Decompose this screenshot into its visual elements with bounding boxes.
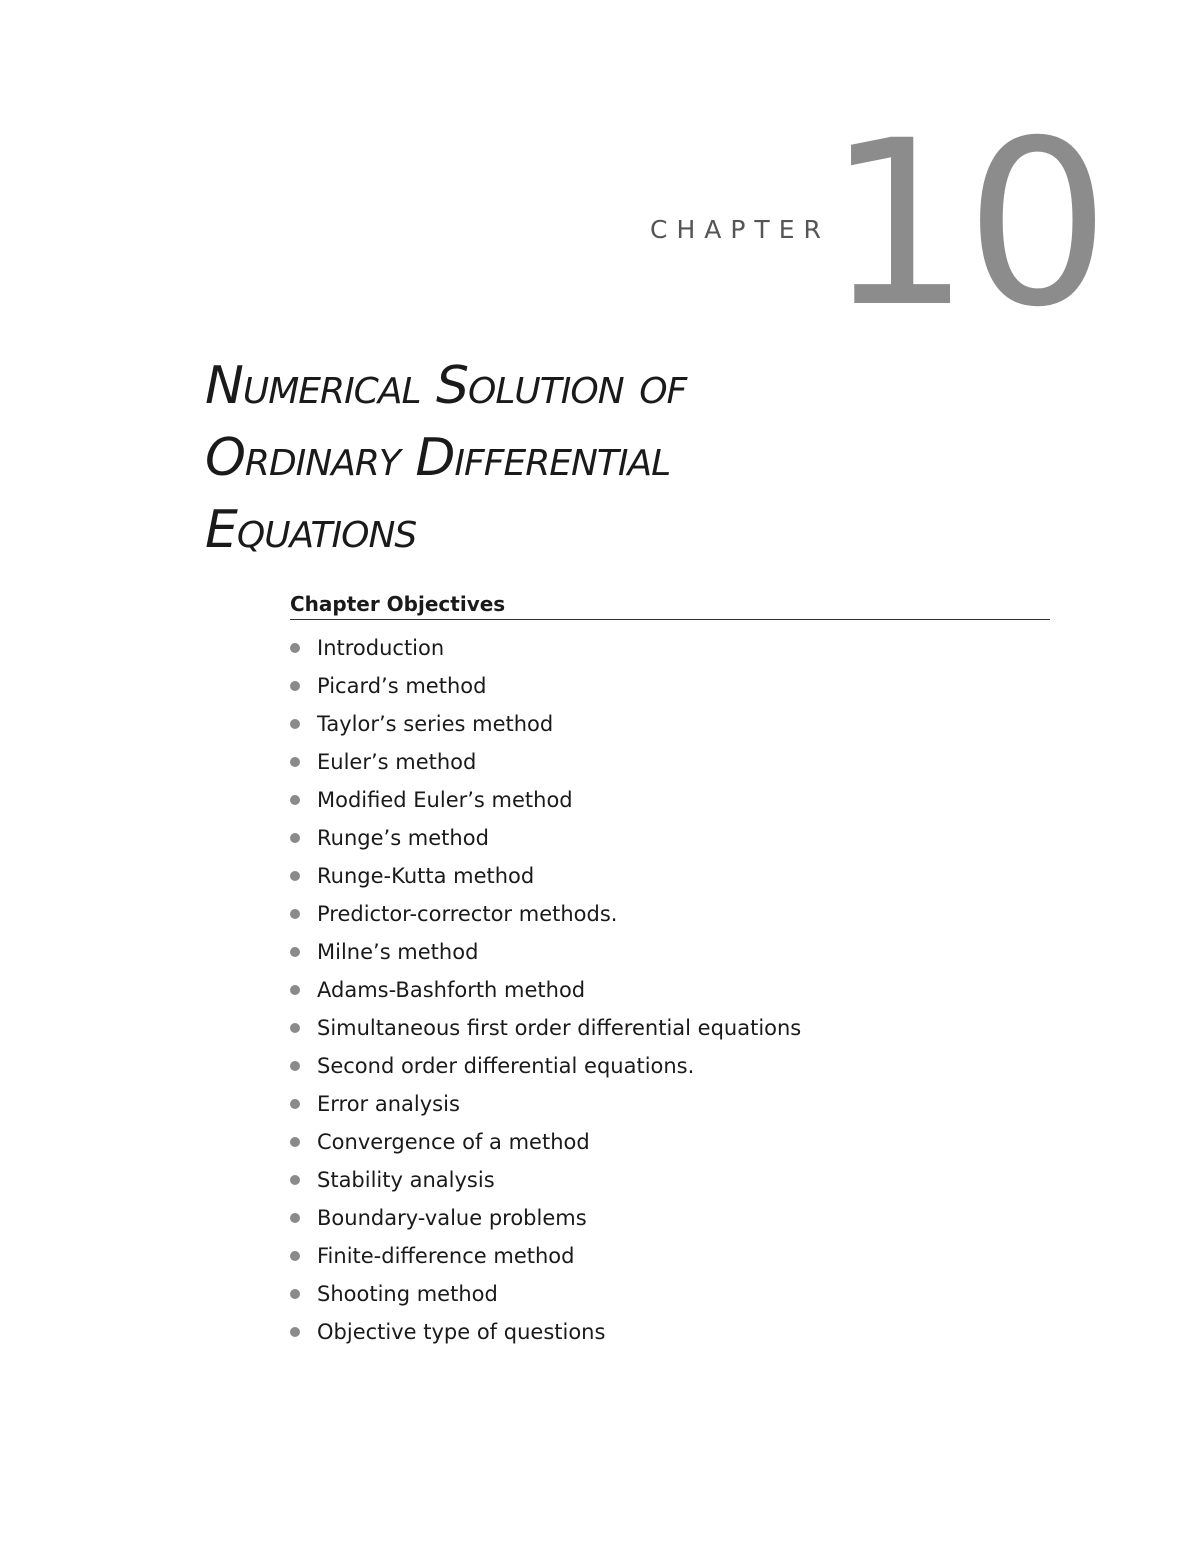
objective-item bbox=[290, 1199, 1050, 1237]
objective-item bbox=[290, 895, 1050, 933]
objective-text: Taylor’s series method bbox=[317, 712, 554, 736]
objective-item bbox=[290, 1123, 1050, 1161]
bullet-icon bbox=[290, 985, 300, 995]
objective-text: Milne’s method bbox=[317, 940, 479, 964]
objective-item bbox=[290, 1085, 1050, 1123]
objectives-heading: Chapter Objectives bbox=[290, 592, 1050, 620]
bullet-icon bbox=[290, 909, 300, 919]
objective-item bbox=[290, 1047, 1050, 1085]
bullet-icon bbox=[290, 643, 300, 653]
objective-item bbox=[290, 819, 1050, 857]
objective-text: Convergence of a method bbox=[317, 1130, 590, 1154]
objective-item bbox=[290, 971, 1050, 1009]
bullet-icon bbox=[290, 795, 300, 805]
objective-item bbox=[290, 667, 1050, 705]
bullet-icon bbox=[290, 719, 300, 729]
bullet-icon bbox=[290, 1289, 300, 1299]
bullet-icon bbox=[290, 1327, 300, 1337]
objective-item bbox=[290, 1009, 1050, 1047]
objective-item bbox=[290, 629, 1050, 667]
objective-text: Runge’s method bbox=[317, 826, 489, 850]
bullet-icon bbox=[290, 757, 300, 767]
objective-item bbox=[290, 933, 1050, 971]
objective-item bbox=[290, 781, 1050, 819]
objective-text: Simultaneous first order differential equations bbox=[317, 1016, 802, 1040]
chapter-number: 10 bbox=[826, 91, 1105, 357]
bullet-icon bbox=[290, 947, 300, 957]
objective-item bbox=[290, 1313, 1050, 1351]
chapter-title-line-2: Ordinary Differential bbox=[205, 428, 671, 488]
objective-text: Second order differential equations. bbox=[317, 1054, 695, 1078]
bullet-icon bbox=[290, 1023, 300, 1033]
objective-item bbox=[290, 743, 1050, 781]
chapter-label: CHAPTER bbox=[650, 215, 830, 244]
objective-text: Runge-Kutta method bbox=[317, 864, 535, 888]
bullet-icon bbox=[290, 833, 300, 843]
chapter-title-line-1: Numerical Solution of bbox=[205, 356, 687, 416]
objective-text: Error analysis bbox=[317, 1092, 460, 1116]
chapter-title-line-3: Equations bbox=[205, 500, 417, 560]
objective-item bbox=[290, 857, 1050, 895]
objective-text: Predictor-corrector methods. bbox=[317, 902, 618, 926]
bullet-icon bbox=[290, 1175, 300, 1185]
objective-item bbox=[290, 1275, 1050, 1313]
objective-text: Introduction bbox=[317, 636, 445, 660]
objective-item bbox=[290, 1237, 1050, 1275]
bullet-icon bbox=[290, 1251, 300, 1261]
objective-text: Shooting method bbox=[317, 1282, 498, 1306]
objective-text: Boundary-value problems bbox=[317, 1206, 587, 1230]
bullet-icon bbox=[290, 1213, 300, 1223]
objective-text: Euler’s method bbox=[317, 750, 477, 774]
objectives-list bbox=[290, 629, 1050, 1351]
objective-text: Adams-Bashforth method bbox=[317, 978, 586, 1002]
objective-text: Picard’s method bbox=[317, 674, 487, 698]
bullet-icon bbox=[290, 1061, 300, 1071]
objective-text: Objective type of questions bbox=[317, 1320, 606, 1344]
bullet-icon bbox=[290, 871, 300, 881]
chapter-title bbox=[205, 350, 686, 566]
bullet-icon bbox=[290, 1099, 300, 1109]
objective-text: Finite-difference method bbox=[317, 1244, 575, 1268]
objective-text: Modified Euler’s method bbox=[317, 788, 573, 812]
objective-item bbox=[290, 1161, 1050, 1199]
objective-item bbox=[290, 705, 1050, 743]
bullet-icon bbox=[290, 1137, 300, 1147]
bullet-icon bbox=[290, 681, 300, 691]
chapter-objectives bbox=[290, 592, 1050, 1351]
objective-text: Stability analysis bbox=[317, 1168, 495, 1192]
